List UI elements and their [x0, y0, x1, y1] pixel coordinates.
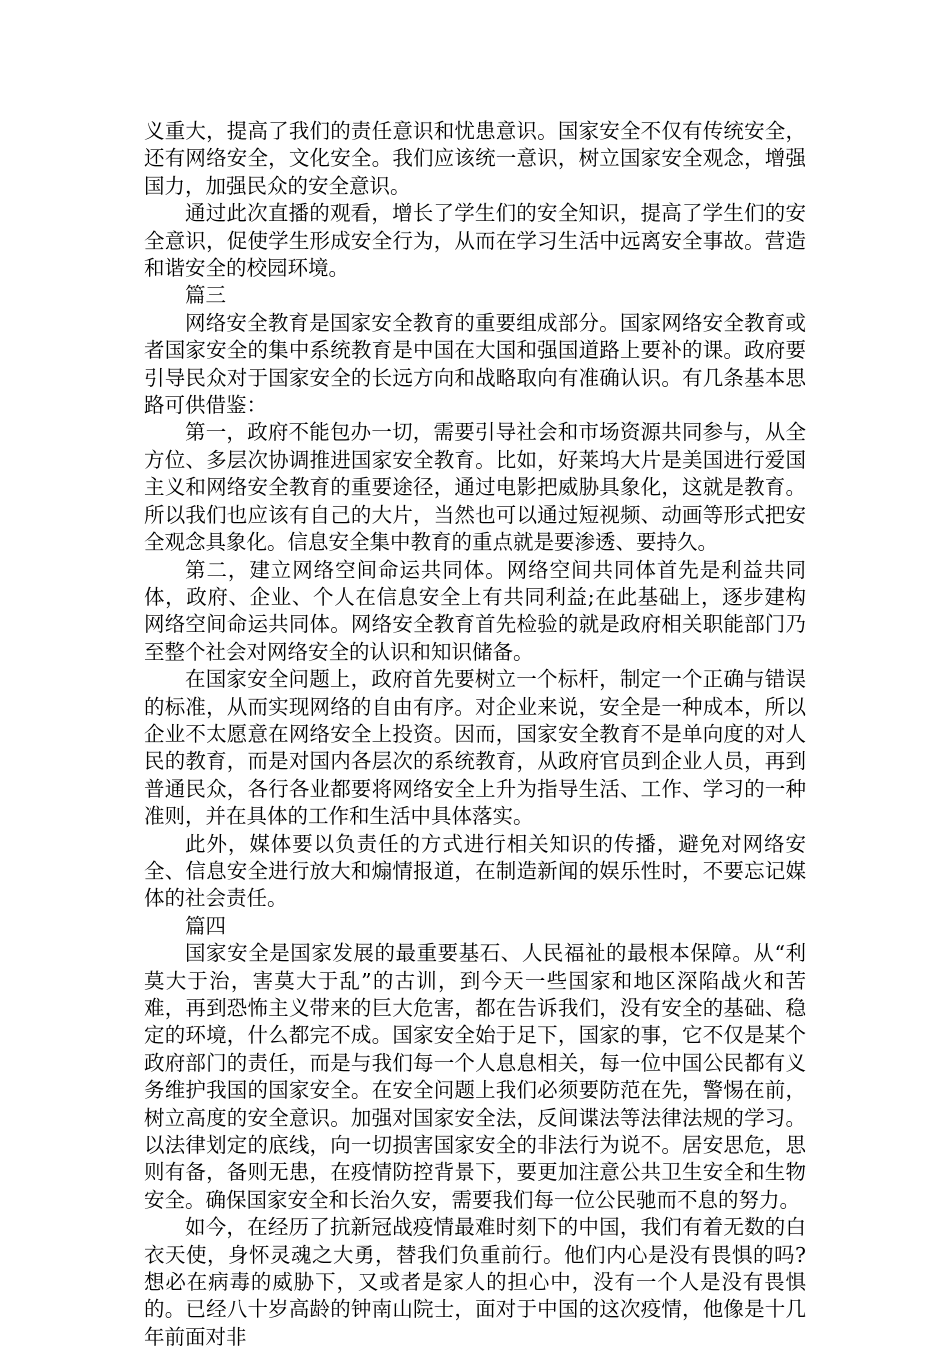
paragraph: 此外，媒体要以负责任的方式进行相关知识的传播，避免对网络安全、信息安全进行放大和煽情报道，在制造新闻的娱乐性时，不要忘记媒体的社会责任。 [144, 831, 806, 911]
paragraph: 国家安全是国家发展的最重要基石、人民福祉的最根本保障。从“利莫大于治，害莫大于乱”的古训，到今天一些国家和地区深陷战火和苦难，再到恐怖主义带来的巨大危害，都在告诉我们，没有安全的基础、稳定的环境，什么都完不成。国家安全始于足下，国家的事，它不仅是某个政府部门的责任，而是与我们每一个人息息相关，每一位中国公民都有义务维护我国的国家安全。在安全问题上我们必须要防范在先，警惕在前，树立高度的安全意识。加强对国家安全法，反间谍法等法律法规的学习。以法律划定的底线，向一切损害国家安全的非法行为说不。居安思危，思则有备，备则无患，在疫情防控背景下，要更加注意公共卫生安全和生物安全。确保国家安全和长治久安，需要我们每一位公民驰而不息的努力。 [144, 941, 806, 1212]
paragraph: 通过此次直播的观看，增长了学生们的安全知识，提高了学生们的安全意识，促使学生形成安全行为，从而在学习生活中远离安全事故。营造和谐安全的校园环境。 [144, 201, 806, 281]
paragraph: 网络安全教育是国家安全教育的重要组成部分。国家网络安全教育或者国家安全的集中系统教育是中国在大国和强国道路上要补的课。政府要引导民众对于国家安全的长远方向和战略取向有准确认识。有几条基本思路可供借鉴： [144, 310, 806, 418]
document-body [144, 118, 806, 1351]
section-heading: 篇三 [185, 283, 226, 308]
paragraph: 第一，政府不能包办一切，需要引导社会和市场资源共同参与，从全方位、多层次协调推进国家安全教育。比如，好莱坞大片是美国进行爱国主义和网络安全教育的重要途径，通过电影把威胁具象化，这就是教育。所以我们也应该有自己的大片，当然也可以通过短视频、动画等形式把安全观念具象化。信息安全集中教育的重点就是要渗透、要持久。 [144, 420, 806, 555]
paragraph: 在国家安全问题上，政府首先要树立一个标杆，制定一个正确与错误的标准，从而实现网络的自由有序。对企业来说，安全是一种成本，所以企业不太愿意在网络安全上投资。因而，国家安全教育不是单向度的对人民的教育，而是对国内各层次的系统教育，从政府官员到企业人员，再到普通民众，各行各业都要将网络安全上升为指导生活、工作、学习的一种准则，并在具体的工作和生活中具体落实。 [144, 667, 806, 829]
section-heading: 篇四 [185, 913, 226, 938]
paragraph: 如今，在经历了抗新冠战疫情最难时刻下的中国，我们有着无数的白衣天使，身怀灵魂之大勇，替我们负重前行。他们内心是没有畏惧的吗?想必在病毒的威胁下，又或者是家人的担心中，没有一个人是没有畏惧的。已经八十岁高龄的钟南山院士，面对于中国的这次疫情，他像是十几年前面对非 [144, 1215, 806, 1349]
paragraph-continuation: 义重大，提高了我们的责任意识和忧患意识。国家安全不仅有传统安全，还有网络安全，文化安全。我们应该统一意识，树立国家安全观念，增强国力，加强民众的安全意识。 [144, 119, 806, 198]
paragraph: 第二，建立网络空间命运共同体。网络空间共同体首先是利益共同体，政府、企业、个人在信息安全上有共同利益;在此基础上，逐步建构网络空间命运共同体。网络安全教育首先检验的就是政府相关职能部门乃至整个社会对网络安全的认识和知识储备。 [144, 557, 806, 664]
